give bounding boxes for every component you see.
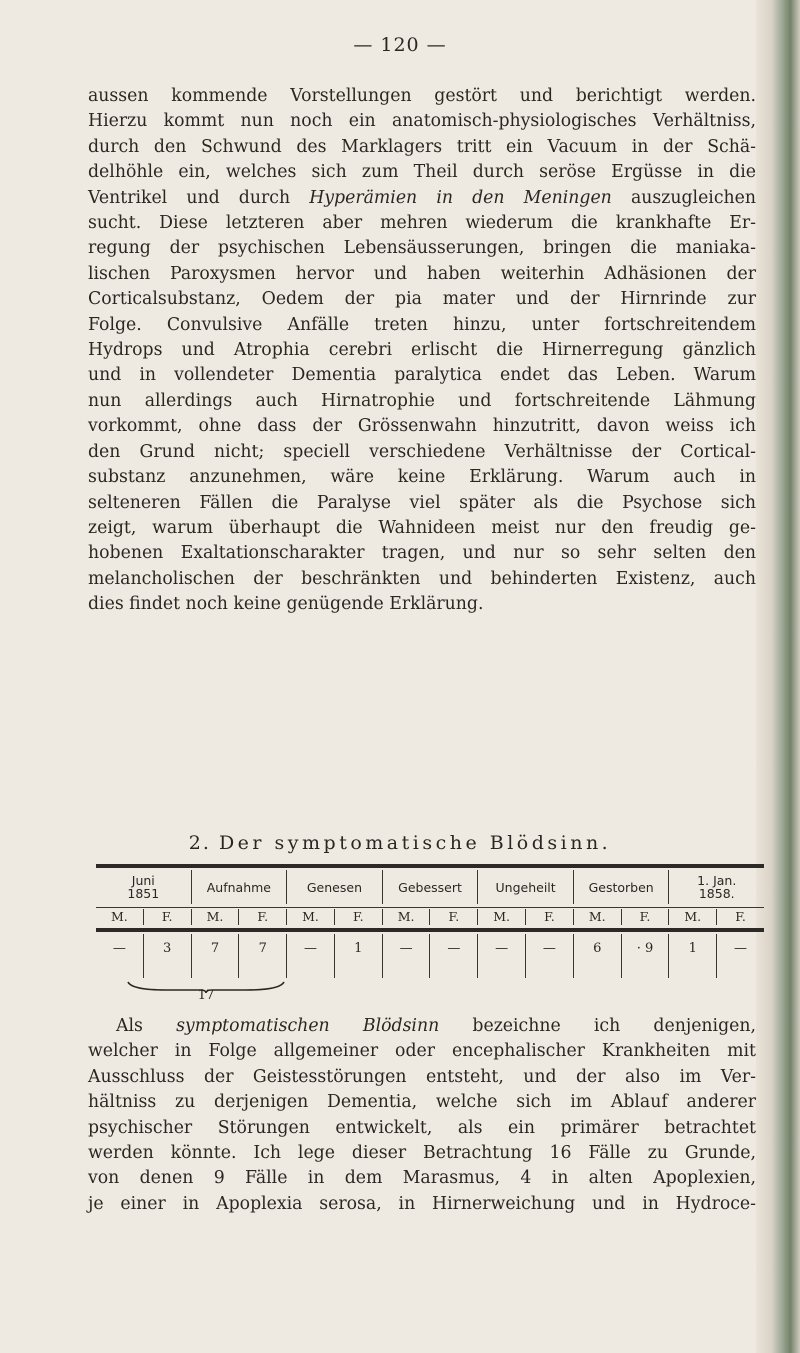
section-heading <box>0 832 800 854</box>
text-line: psychischer Störungen entwickelt, als ein primärer betrachtet <box>88 1117 756 1138</box>
sex-header: F. <box>525 909 573 925</box>
text-line: hobenen Exaltationscharakter tragen, und nur so sehr selten den <box>88 543 756 564</box>
table-cell: 1 <box>334 934 382 978</box>
sex-header: M. <box>191 909 239 925</box>
sex-header: M. <box>382 909 430 925</box>
column-header: 1. Jan. 1858. <box>668 870 764 904</box>
text-line: sucht. Diese letzteren aber mehren wiederum die krankhafte Er- <box>88 213 756 234</box>
table-row <box>96 934 764 978</box>
table-cell: — <box>716 934 764 978</box>
table-mid-rule <box>96 928 764 932</box>
text-line: durch den Schwund des Marklagers tritt ein Vacuum in der Schä- <box>88 136 756 157</box>
page-number: — 120 — <box>353 34 447 56</box>
text-line: welcher in Folge allgemeiner oder encephalischer Krankheiten mit <box>88 1041 756 1062</box>
table-cell: — <box>286 934 334 978</box>
text-line: Corticalsubstanz, Oedem der pia mater und der Hirnrinde zur <box>88 289 756 310</box>
text-line: hältniss zu derjenigen Dementia, welche sich im Ablauf anderer <box>88 1092 756 1113</box>
text-segment: bezeichne ich denjenigen, <box>439 1016 756 1036</box>
text-line: regung der psychischen Lebensäusserungen, bringen die maniaka- <box>88 238 756 259</box>
sex-header: M. <box>477 909 525 925</box>
text-segment: auszugleichen <box>611 187 756 208</box>
text-line: Folge. Convulsive Anfälle treten hinzu, unter fortschreitendem <box>88 314 756 335</box>
column-header: Aufnahme <box>191 870 287 904</box>
text-line: vorkommt, ohne dass der Grössenwahn hinzutritt, davon weiss ich <box>88 416 756 437</box>
text-line: werden könnte. Ich lege dieser Betrachtung 16 Fälle zu Grunde, <box>88 1143 756 1164</box>
table-cell: — <box>112 941 126 956</box>
text-line-with-italic <box>88 1014 756 1039</box>
text-line: zeigt, warum überhaupt die Wahnideen meist nur den freudig ge- <box>88 517 756 538</box>
table-cell: 1 <box>668 934 716 978</box>
sex-header: M. <box>111 909 128 924</box>
table-subheader-row <box>96 909 764 925</box>
table-top-rule <box>96 864 764 868</box>
text-line: melancholischen der beschränkten und behinderten Existenz, auch <box>88 568 756 589</box>
text-line: je einer in Apoplexia serosa, in Hirnerweichung und in Hydroce- <box>88 1193 756 1214</box>
table-cell: — <box>525 934 573 978</box>
section-title: Der symptomatische Blödsinn. <box>218 832 612 854</box>
text-line: lischen Paroxysmen hervor und haben weiterhin Adhäsionen der <box>88 263 756 284</box>
text-line-with-italic <box>88 186 756 211</box>
sex-header: F. <box>143 909 191 925</box>
text-line: aussen kommende Vorstellungen gestört und berichtigt werden. <box>88 86 756 106</box>
sex-header: F. <box>716 909 764 925</box>
italic-term: Hyperämien in den Meningen <box>309 187 612 208</box>
text-segment: Als <box>116 1016 177 1036</box>
text-line: dies findet noch keine genügende Erklärung. <box>88 594 484 615</box>
column-header: Ungeheilt <box>477 870 573 904</box>
text-line: delhöhle ein, welches sich zum Theil durch seröse Ergüsse in die <box>88 162 756 183</box>
table-header-row <box>96 870 764 904</box>
sex-header: M. <box>668 909 716 925</box>
text-line: und in vollendeter Dementia paralytica endet das Leben. Warum <box>88 365 756 386</box>
table-cell: — <box>429 934 477 978</box>
table-cell: 7 <box>191 934 239 978</box>
paragraph-symptomatic-dementia <box>88 1014 756 1217</box>
paragraph-continuation <box>88 84 756 618</box>
table-cell: 6 <box>573 934 621 978</box>
column-header: Genesen <box>286 870 382 904</box>
text-line: substanz anzunehmen, wäre keine Erklärung. Warum auch in <box>88 467 756 488</box>
text-line: den Grund nicht; speciell verschiedene Verhältnisse der Cortical- <box>88 441 756 462</box>
text-line: Hierzu kommt nun noch ein anatomisch-physiologisches Verhältniss, <box>88 111 756 132</box>
text-line: Ausschluss der Geistesstörungen entsteht, und der also im Ver- <box>88 1066 756 1087</box>
italic-term: symptomatischen Blödsinn <box>176 1016 440 1036</box>
text-line: von denen 9 Fälle in dem Marasmus, 4 in alten Apoplexien, <box>88 1168 756 1189</box>
column-header: Gebessert <box>382 870 478 904</box>
table-cell: 7 <box>238 934 286 978</box>
text-line: nun allerdings auch Hirnatrophie und fortschreitende Lähmung <box>88 390 756 411</box>
sex-header: F. <box>334 909 382 925</box>
total-count: 17 <box>197 988 215 1003</box>
text-segment: Ventrikel und durch <box>88 187 310 208</box>
sex-header: M. <box>573 909 621 925</box>
page-edge-shadow <box>756 0 800 1353</box>
section-number: 2. <box>188 832 211 854</box>
sex-header: M. <box>286 909 334 925</box>
table-cell: 3 <box>143 934 191 978</box>
text-line: selteneren Fällen die Paralyse viel später als die Psychose sich <box>88 492 756 513</box>
table-cell: — <box>477 934 525 978</box>
text-line: Hydrops und Atrophia cerebri erlischt die Hirnerregung gänzlich <box>88 340 756 361</box>
column-header: Gestorben <box>573 870 669 904</box>
table-header-rule <box>96 907 764 908</box>
sex-header: F. <box>429 909 477 925</box>
table-cell: · 9 <box>621 934 669 978</box>
column-header: Juni 1851 <box>127 873 160 901</box>
table-cell: — <box>382 934 430 978</box>
sex-header: F. <box>238 909 286 925</box>
sex-header: F. <box>621 909 669 925</box>
